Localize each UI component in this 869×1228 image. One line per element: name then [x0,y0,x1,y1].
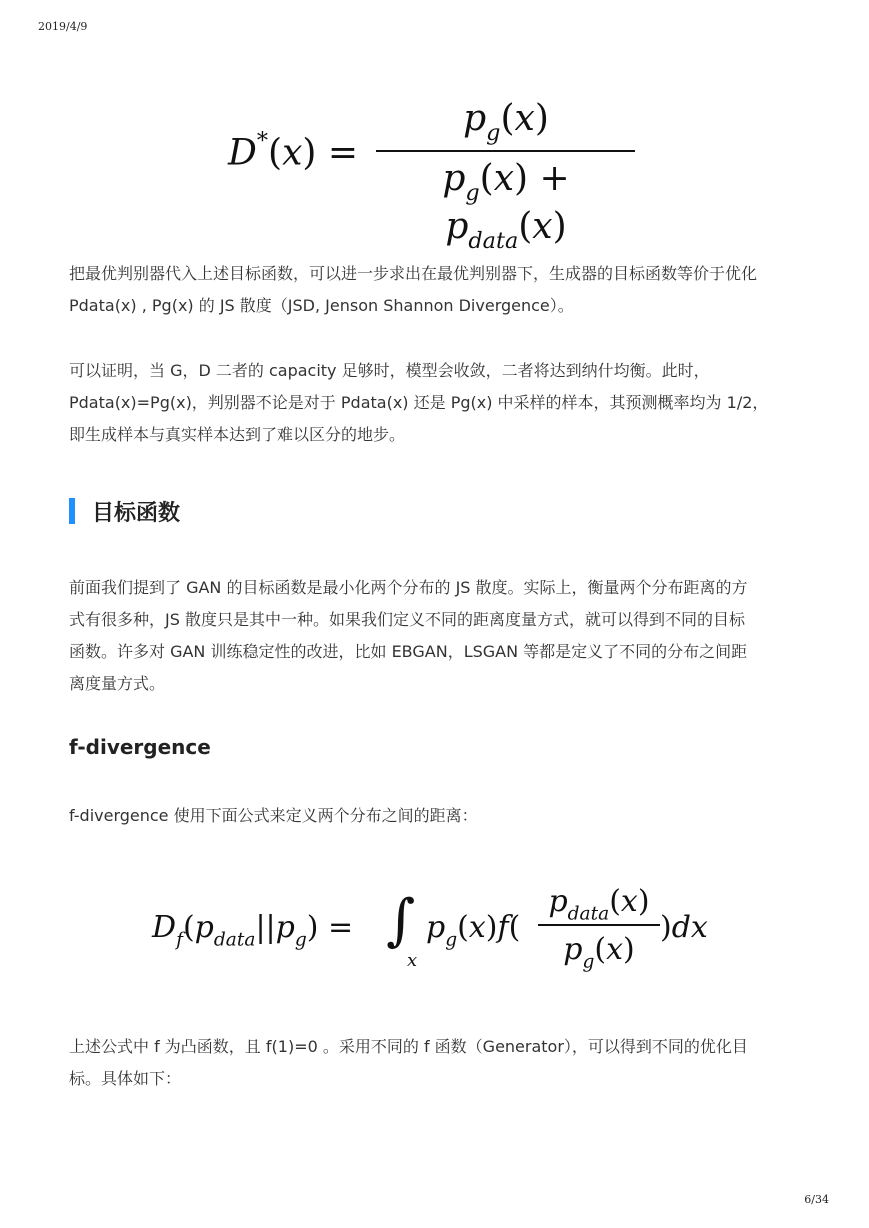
paragraph-objective-line1: 前面我们提到了 GAN 的目标函数是最小化两个分布的 JS 散度。实际上，衡量两个分布距离的方 [69,578,748,597]
subsection-heading: f-divergence [69,735,211,759]
formula1-fraction-bar [376,150,635,152]
formula1-lhs: D*(x) = [228,128,359,174]
paragraph-jsd [69,258,804,322]
integral-variable: x [407,950,418,971]
paragraph-convex-line1: 上述公式中 f 为凸函数，且 f(1)=0 。采用不同的 f 函数（Generator），可以得到不同的优化目 [69,1037,748,1056]
page-number: 6/34 [804,1193,829,1206]
paragraph-convex-function [69,1031,804,1095]
formula2-integrand: $p_g(x)f$( [426,910,521,951]
paragraph-nash-line2: Pdata(x)=Pg(x)，判别器不论是对于 Pdata(x) 还是 Pg(x) 中采样的样本，其预测概率均为 1/2， [69,393,769,412]
formula1-denominator: $p_g(x) + p_{data}(x)$ [442,158,570,255]
f-divergence-formula [152,880,732,980]
paragraph-jsd-line2: Pdata(x) , Pg(x) 的 JS 散度（JSD, Jenson Shannon Divergence）。 [69,296,574,315]
integral-sign: ∫ [386,888,416,953]
paragraph-objective-line3: 函数。许多对 GAN 训练稳定性的改进，比如 EBGAN，LSGAN 等都是定义了不同的分布之间距 [69,642,748,661]
paragraph-objective [69,572,804,700]
optimal-discriminator-formula [228,98,648,255]
paragraph-objective-line2: 式有很多种，JS 散度只是其中一种。如果我们定义不同的距离度量方式，就可以得到不同的目标 [69,610,745,629]
formula2-tail: )dx [660,910,708,945]
paragraph-nash-line3: 即生成样本与真实样本达到了难以区分的地步。 [69,425,406,444]
heading-accent-bar [69,498,75,524]
paragraph-nash-equilibrium [69,355,804,451]
paragraph-jsd-line1: 把最优判别器代入上述目标函数，可以进一步求出在最优判别器下，生成器的目标函数等价于优化 [69,264,758,283]
formula1-numerator: $p_g(x)$ [463,98,549,147]
paragraph-nash-line1: 可以证明，当 G，D 二者的 capacity 足够时，模型会收敛，二者将达到纳什均衡。此时， [69,361,710,380]
section-heading-text: 目标函数 [92,500,181,526]
print-date: 2019/4/9 [38,20,88,33]
paragraph-objective-line4: 离度量方式。 [69,674,166,693]
formula2-lhs: $D_f(p_{data}||p_g)$ = [152,910,354,951]
formula2-fraction-bar [538,924,660,926]
paragraph-f-divergence-intro: f-divergence 使用下面公式来定义两个分布之间的距离： [69,806,478,825]
formula2-denominator: $p_g(x)$ [563,932,635,973]
section-heading [69,494,180,528]
paragraph-convex-line2: 标。具体如下： [69,1069,182,1088]
formula2-numerator: $p_{data}(x)$ [548,884,650,925]
